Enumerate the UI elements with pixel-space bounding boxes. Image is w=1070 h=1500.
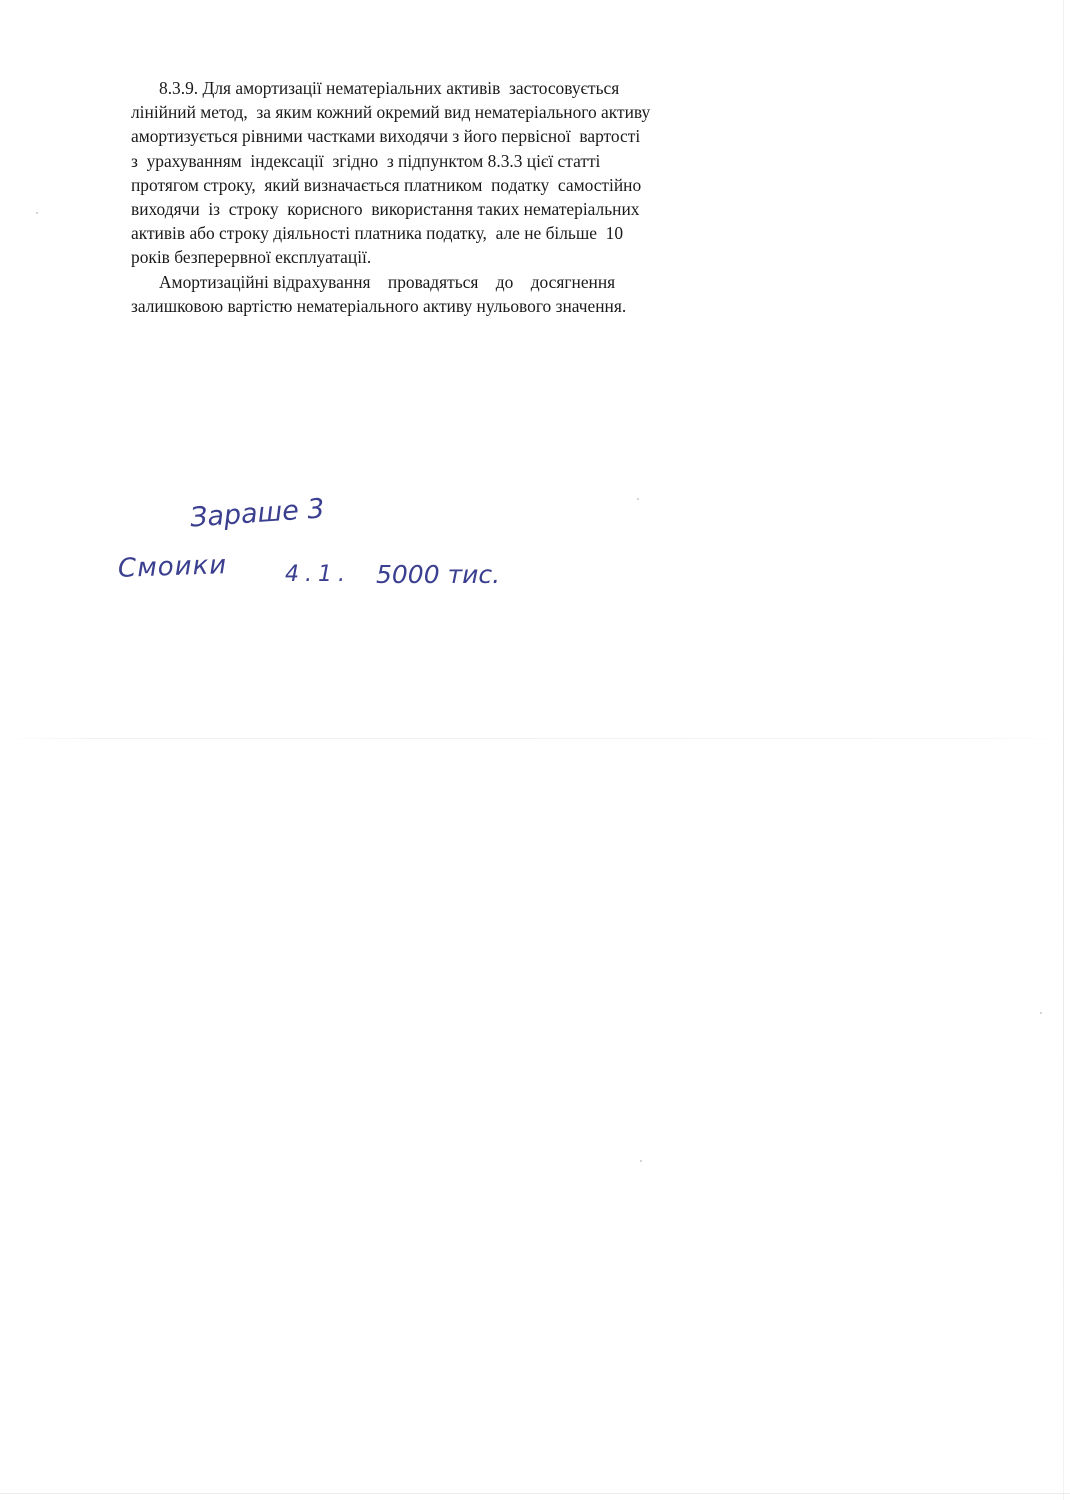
scan-edge-bottom — [0, 1493, 1070, 1494]
text-line: років безперервної експлуатації. — [131, 247, 372, 268]
scan-speck — [637, 498, 639, 500]
scan-speck — [36, 212, 38, 214]
text-line: 8.3.9. Для амортизації нематеріальних активів застосовується — [159, 78, 620, 98]
scan-speck — [1040, 1012, 1042, 1014]
text-line: активів або строку діяльності платника податку, але не більше 10 — [131, 223, 624, 244]
handwritten-word: Смоики — [117, 550, 228, 584]
text-line: виходячи із строку корисного використання таких нематеріальних — [131, 199, 640, 220]
handwritten-line-1: Зараше 3 — [189, 493, 326, 534]
scan-speck — [640, 1160, 642, 1162]
paper-fold-line — [0, 738, 1070, 739]
text-line: Амортизаційні відрахування провадяться до досягнення — [159, 271, 616, 292]
handwritten-code: 4.1. — [285, 562, 351, 587]
text-line: залишковою вартістю нематеріального активу нульового значення. — [131, 295, 627, 316]
handwritten-amount: 5000 тис. — [376, 560, 501, 589]
text-line: лінійний метод, за яким кожний окремий вид нематеріального активу — [131, 102, 651, 123]
text-line: протягом строку, який визначається платником податку самостійно — [131, 174, 642, 195]
paragraph-depreciation-deductions — [131, 270, 781, 318]
text-line: з урахуванням індексації згідно з підпунктом 8.3.3 цієї статті — [131, 150, 601, 171]
document-body — [131, 76, 781, 318]
text-line: амортизується рівними частками виходячи з його первісної вартості — [131, 126, 641, 147]
paragraph-depreciation-method — [131, 76, 781, 270]
scan-edge-right — [1063, 0, 1064, 1500]
